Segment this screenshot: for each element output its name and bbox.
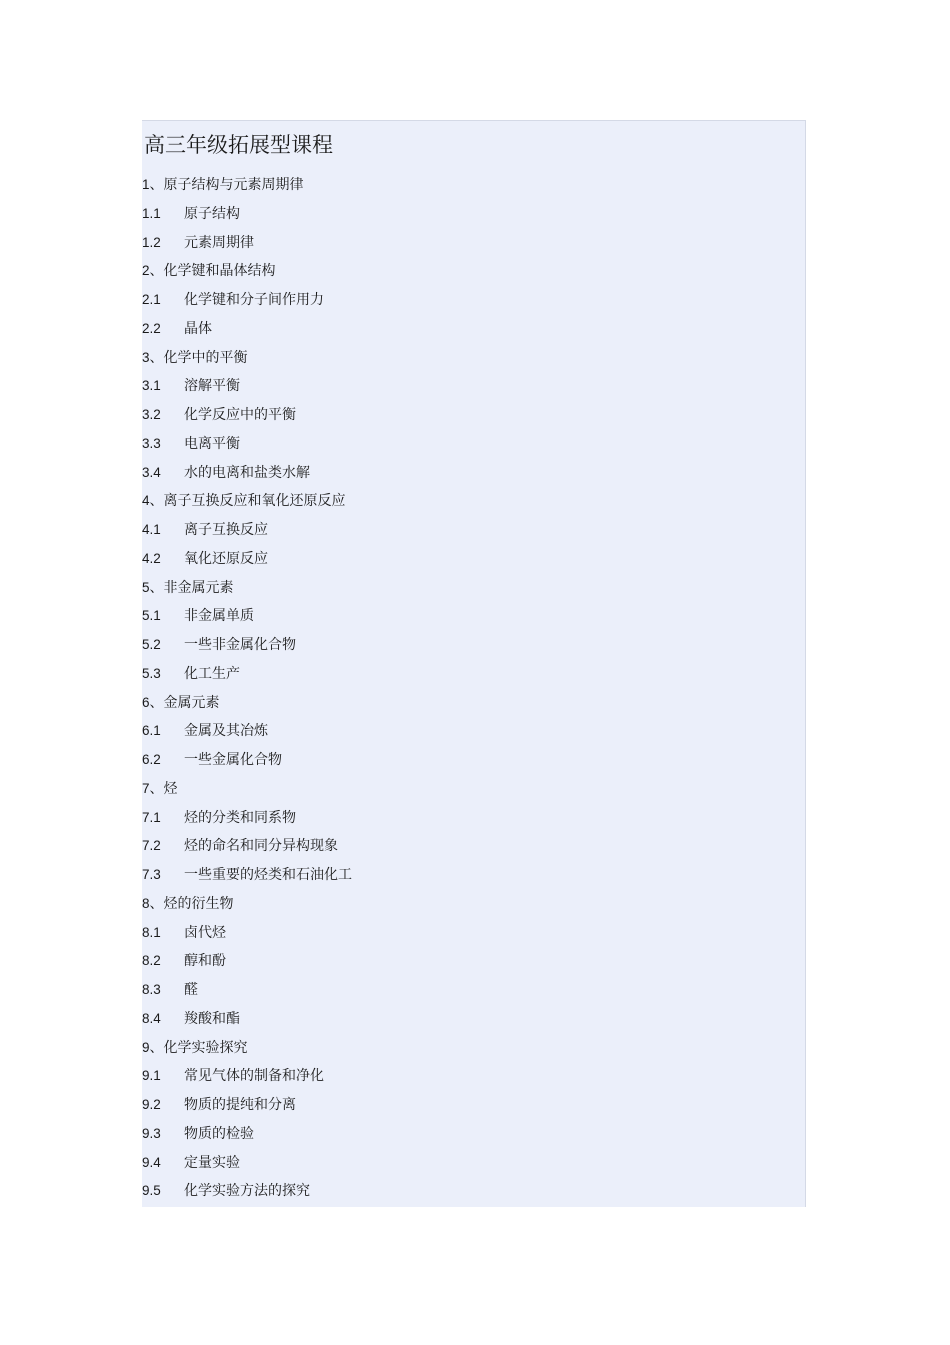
section-title: 溶解平衡 xyxy=(184,378,240,395)
section-title: 原子结构 xyxy=(184,205,240,222)
chapter-title: 原子结构与元素周期律 xyxy=(163,177,304,193)
chapter-number: 6 xyxy=(142,694,150,710)
outline-section xyxy=(142,520,352,549)
outline-section xyxy=(142,664,352,693)
section-title: 定量实验 xyxy=(184,1154,240,1171)
outline-chapter xyxy=(142,261,352,290)
outline-section xyxy=(142,204,352,233)
course-outline xyxy=(142,175,352,1210)
section-title: 物质的检验 xyxy=(184,1125,254,1142)
section-number: 1.1 xyxy=(142,205,161,221)
outline-section xyxy=(142,1066,352,1095)
outline-section xyxy=(142,463,352,492)
chapter-title: 化学中的平衡 xyxy=(163,349,248,366)
section-title: 卤代烃 xyxy=(184,924,226,941)
chapter-separator: 、 xyxy=(149,493,164,510)
outline-section xyxy=(142,750,352,779)
section-number: 8.4 xyxy=(142,1010,161,1026)
section-title: 烃的分类和同系物 xyxy=(184,809,296,826)
chapter-title: 化学实验探究 xyxy=(163,1039,248,1056)
outline-chapter xyxy=(142,779,352,808)
section-number: 5.1 xyxy=(142,608,161,624)
section-number: 5.2 xyxy=(142,637,161,652)
outline-section xyxy=(142,951,352,980)
outline-section xyxy=(142,923,352,952)
chapter-separator: 、 xyxy=(149,1039,164,1056)
section-number: 1.2 xyxy=(142,234,161,250)
section-title: 烃的命名和同分异构现象 xyxy=(184,838,338,855)
section-title: 羧酸和酯 xyxy=(184,1010,240,1027)
outline-section xyxy=(142,1124,352,1153)
section-title: 化学反应中的平衡 xyxy=(184,407,296,423)
section-number: 6.2 xyxy=(142,752,161,767)
section-title: 一些金属化合物 xyxy=(184,752,282,768)
outline-section xyxy=(142,1181,352,1210)
section-number: 9.5 xyxy=(142,1183,161,1199)
document-title: 高三年级拓展型课程 xyxy=(144,133,333,157)
section-number: 4.1 xyxy=(142,522,161,537)
section-title: 物质的提纯和分离 xyxy=(184,1097,296,1113)
chapter-number: 8 xyxy=(142,895,150,911)
section-number: 2.2 xyxy=(142,320,161,336)
section-number: 9.3 xyxy=(142,1125,161,1141)
outline-chapter xyxy=(142,578,352,607)
chapter-title: 离子互换反应和氧化还原反应 xyxy=(163,493,346,510)
outline-section xyxy=(142,980,352,1009)
chapter-separator: 、 xyxy=(149,349,164,366)
chapter-number: 5 xyxy=(142,579,150,595)
outline-chapter xyxy=(142,175,352,204)
outline-section xyxy=(142,721,352,750)
chapter-separator: 、 xyxy=(149,694,164,711)
section-number: 3.1 xyxy=(142,378,161,394)
chapter-number: 2 xyxy=(142,263,150,279)
section-title: 水的电离和盐类水解 xyxy=(184,464,310,481)
section-number: 8.1 xyxy=(142,924,161,940)
section-title: 醇和酚 xyxy=(184,953,226,970)
outline-section xyxy=(142,865,352,894)
outline-section xyxy=(142,233,352,262)
section-title: 离子互换反应 xyxy=(184,522,268,538)
section-number: 9.2 xyxy=(142,1097,161,1112)
outline-section xyxy=(142,1095,352,1124)
section-title: 非金属单质 xyxy=(184,608,254,625)
section-number: 7.1 xyxy=(142,809,161,825)
chapter-title: 金属元素 xyxy=(163,694,220,711)
chapter-number: 3 xyxy=(142,349,150,365)
chapter-title: 化学键和晶体结构 xyxy=(163,263,276,280)
outline-chapter xyxy=(142,1038,352,1067)
outline-section xyxy=(142,1153,352,1182)
section-number: 4.2 xyxy=(142,550,161,566)
chapter-separator: 、 xyxy=(149,177,164,193)
section-title: 醛 xyxy=(184,982,198,998)
outline-section xyxy=(142,635,352,664)
section-number: 3.4 xyxy=(142,464,161,480)
section-number: 8.2 xyxy=(142,953,161,969)
outline-section xyxy=(142,434,352,463)
chapter-number: 4 xyxy=(142,493,150,509)
section-number: 9.1 xyxy=(142,1068,161,1084)
outline-section xyxy=(142,549,352,578)
outline-section xyxy=(142,290,352,319)
section-number: 9.4 xyxy=(142,1154,161,1170)
section-title: 晶体 xyxy=(184,320,212,337)
section-title: 化学实验方法的探究 xyxy=(184,1183,310,1200)
section-number: 2.1 xyxy=(142,292,161,307)
section-number: 8.3 xyxy=(142,982,161,997)
outline-section xyxy=(142,808,352,837)
outline-section xyxy=(142,319,352,348)
outline-section xyxy=(142,836,352,865)
outline-chapter xyxy=(142,491,352,520)
chapter-separator: 、 xyxy=(149,895,164,912)
chapter-separator: 、 xyxy=(149,263,164,280)
section-title: 化工生产 xyxy=(184,665,240,682)
section-title: 电离平衡 xyxy=(184,435,240,452)
section-title: 氧化还原反应 xyxy=(184,550,268,567)
outline-chapter xyxy=(142,348,352,377)
outline-section xyxy=(142,606,352,635)
outline-section xyxy=(142,376,352,405)
chapter-title: 非金属元素 xyxy=(163,579,234,596)
section-number: 6.1 xyxy=(142,723,161,739)
section-title: 一些重要的烃类和石油化工 xyxy=(184,867,352,883)
document-panel xyxy=(142,120,806,1207)
section-title: 一些非金属化合物 xyxy=(184,637,296,653)
section-title: 化学键和分子间作用力 xyxy=(184,292,324,308)
section-number: 7.2 xyxy=(142,838,161,854)
chapter-title: 烃 xyxy=(163,780,178,797)
section-number: 3.3 xyxy=(142,435,161,451)
chapter-title: 烃的衍生物 xyxy=(163,895,234,912)
chapter-separator: 、 xyxy=(149,579,164,596)
outline-section xyxy=(142,405,352,434)
section-title: 元素周期律 xyxy=(184,234,254,251)
section-title: 常见气体的制备和净化 xyxy=(184,1068,324,1085)
section-number: 5.3 xyxy=(142,665,161,681)
outline-section xyxy=(142,1009,352,1038)
chapter-number: 1 xyxy=(142,177,150,192)
section-number: 7.3 xyxy=(142,867,161,882)
chapter-separator: 、 xyxy=(149,780,164,797)
chapter-number: 7 xyxy=(142,780,150,796)
outline-chapter xyxy=(142,894,352,923)
section-number: 3.2 xyxy=(142,407,161,422)
section-title: 金属及其冶炼 xyxy=(184,723,268,740)
outline-chapter xyxy=(142,693,352,722)
chapter-number: 9 xyxy=(142,1039,150,1055)
